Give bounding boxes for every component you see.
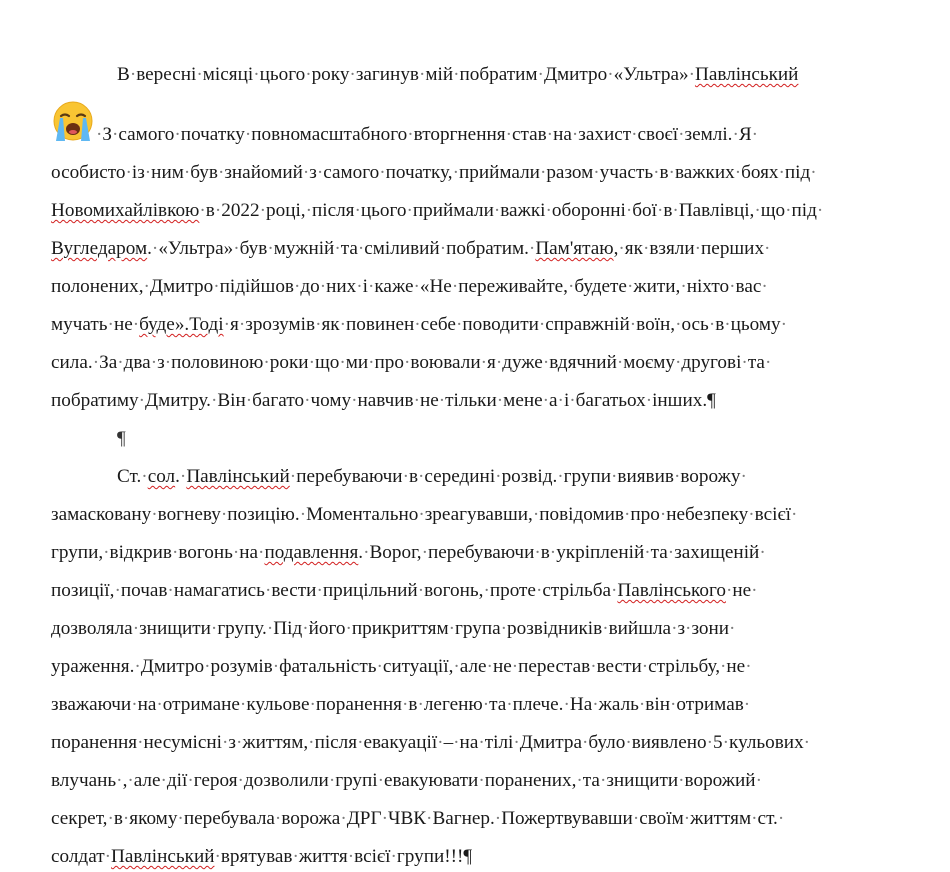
text-run: ·я·зрозумів·як·повинен·себе·поводити·справжній·воїн,·ось·в·цьому· bbox=[223, 314, 788, 335]
paragraph-1-line-5[interactable] bbox=[51, 237, 770, 261]
text-run: ·не· bbox=[725, 580, 758, 601]
text-run: секрет,·в·якому·перебувала·ворожа·ДРГ·ЧВК·Вагнер.·Пожертвувавши·своїм·життям·ст.· bbox=[51, 808, 785, 829]
paragraph-2-line-5[interactable] bbox=[51, 617, 735, 641]
misspelled-word[interactable]: Павлінський bbox=[694, 64, 799, 85]
empty-paragraph-mark[interactable]: ¶ bbox=[117, 428, 126, 449]
text-run: Ст.· bbox=[117, 466, 148, 487]
misspelled-word[interactable]: подавлення bbox=[264, 542, 359, 563]
text-run: мучать·не· bbox=[51, 314, 140, 335]
misspelled-word[interactable]: буде».Тоді bbox=[139, 314, 224, 335]
paragraph-2-line-4[interactable] bbox=[51, 579, 758, 603]
paragraph-1-line-7[interactable] bbox=[51, 313, 787, 337]
paragraph-2-line-3[interactable] bbox=[51, 541, 766, 565]
text-run: зважаючи·на·отримане·кульове·поранення·в·легеню·та·плече.·На·жаль·він·отримав· bbox=[51, 694, 751, 715]
misspelled-word[interactable]: сол bbox=[147, 466, 176, 487]
text-run: ·перебуваючи·в·середині·розвід.·групи·виявив·ворожу· bbox=[289, 466, 747, 487]
text-run: ·врятував·життя·всієї·групи!!!¶ bbox=[214, 846, 473, 867]
paragraph-2-line-8[interactable] bbox=[51, 731, 810, 755]
text-run: ·З·самого·початку·повномасштабного·вторгнення·став·на·захист·своєї·землі.·Я· bbox=[96, 124, 759, 145]
paragraph-2-line-7[interactable] bbox=[51, 693, 750, 717]
text-run: дозволяла·знищити·групу.·Під·його·прикриттям·група·розвідників·вийшла·з·зони· bbox=[51, 618, 736, 639]
paragraph-2-line-2[interactable] bbox=[51, 503, 797, 527]
paragraph-1-line-6[interactable] bbox=[51, 275, 768, 299]
misspelled-word[interactable]: Вугледаром bbox=[51, 238, 148, 259]
paragraph-2-line-1[interactable] bbox=[117, 465, 747, 489]
text-run: поранення·несумісні·з·життям,·після·евакуації·–·на·тілі·Дмитра·було·виявлено·5·кульових· bbox=[51, 732, 811, 753]
text-run: ·в·2022·році,·після·цього·приймали·важкі·оборонні·бої·в·Павлівці,·що·під· bbox=[199, 200, 824, 221]
text-run: .·«Ультра»·був·мужній·та·сміливий·побратим.· bbox=[147, 238, 536, 259]
text-run: ураження.·Дмитро·розумів·фатальність·ситуації,·але·не·перестав·вести·стрільбу,·не· bbox=[51, 656, 752, 677]
text-run: влучань·,·але·дії·героя·дозволили·групі·евакуювати·поранених,·та·знищити·ворожий· bbox=[51, 770, 762, 791]
paragraph-1-line-8[interactable] bbox=[51, 351, 771, 375]
paragraph-1-line-9[interactable] bbox=[51, 389, 716, 413]
paragraph-2-line-10[interactable] bbox=[51, 807, 784, 831]
text-run: .· bbox=[175, 466, 187, 487]
misspelled-word[interactable]: Павлінського bbox=[617, 580, 726, 601]
paragraph-1-line-1[interactable] bbox=[117, 63, 798, 87]
paragraph-2-line-11[interactable] bbox=[51, 845, 472, 869]
text-run: особисто·із·ним·був·знайомий·з·самого·початку,·приймали·разом·участь·в·важких·боях·під· bbox=[51, 162, 817, 183]
text-run: В·вересні·місяці·цього·року·загинув·мій·побратим·Дмитро·«Ультра»· bbox=[117, 64, 695, 85]
misspelled-word[interactable]: Пам'ятаю bbox=[535, 238, 614, 259]
paragraph-1-line-4[interactable] bbox=[51, 199, 823, 223]
paragraph-2-line-9[interactable] bbox=[51, 769, 762, 793]
text-run: групи,·відкрив·вогонь·на· bbox=[51, 542, 265, 563]
text-run: ,·як·взяли·перших· bbox=[613, 238, 771, 259]
text-run: замасковану·вогневу·позицію.·Моментально·зреагувавши,·повідомив·про·небезпеку·всієї· bbox=[51, 504, 798, 525]
misspelled-word[interactable]: Павлінський bbox=[111, 846, 215, 867]
text-run: полонених,·Дмитро·підійшов·до·них·і·каже·«Не·переживайте,·будете·жити,·ніхто·вас· bbox=[51, 276, 768, 297]
misspelled-word[interactable]: Павлінський bbox=[186, 466, 290, 487]
paragraph-1-line-2[interactable] bbox=[96, 123, 758, 147]
paragraph-2-line-6[interactable] bbox=[51, 655, 752, 679]
paragraph-1-line-3[interactable] bbox=[51, 161, 817, 185]
text-run: побратиму·Дмитру.·Він·багато·чому·навчив·не·тільки·мене·а·і·багатьох·інших.¶ bbox=[51, 390, 716, 411]
text-run: позиції,·почав·намагатись·вести·прицільний·вогонь,·проте·стрільба· bbox=[51, 580, 618, 601]
loudly-crying-face-icon bbox=[51, 100, 95, 144]
text-run: .·Ворог,·перебуваючи·в·укріпленій·та·захищеній· bbox=[358, 542, 766, 563]
misspelled-word[interactable]: Новомихайлівкою bbox=[51, 200, 200, 221]
text-run: солдат· bbox=[51, 846, 111, 867]
text-run: сила.·За·два·з·половиною·роки·що·ми·про·воювали·я·дуже·вдячний·моєму·другові·та· bbox=[51, 352, 772, 373]
